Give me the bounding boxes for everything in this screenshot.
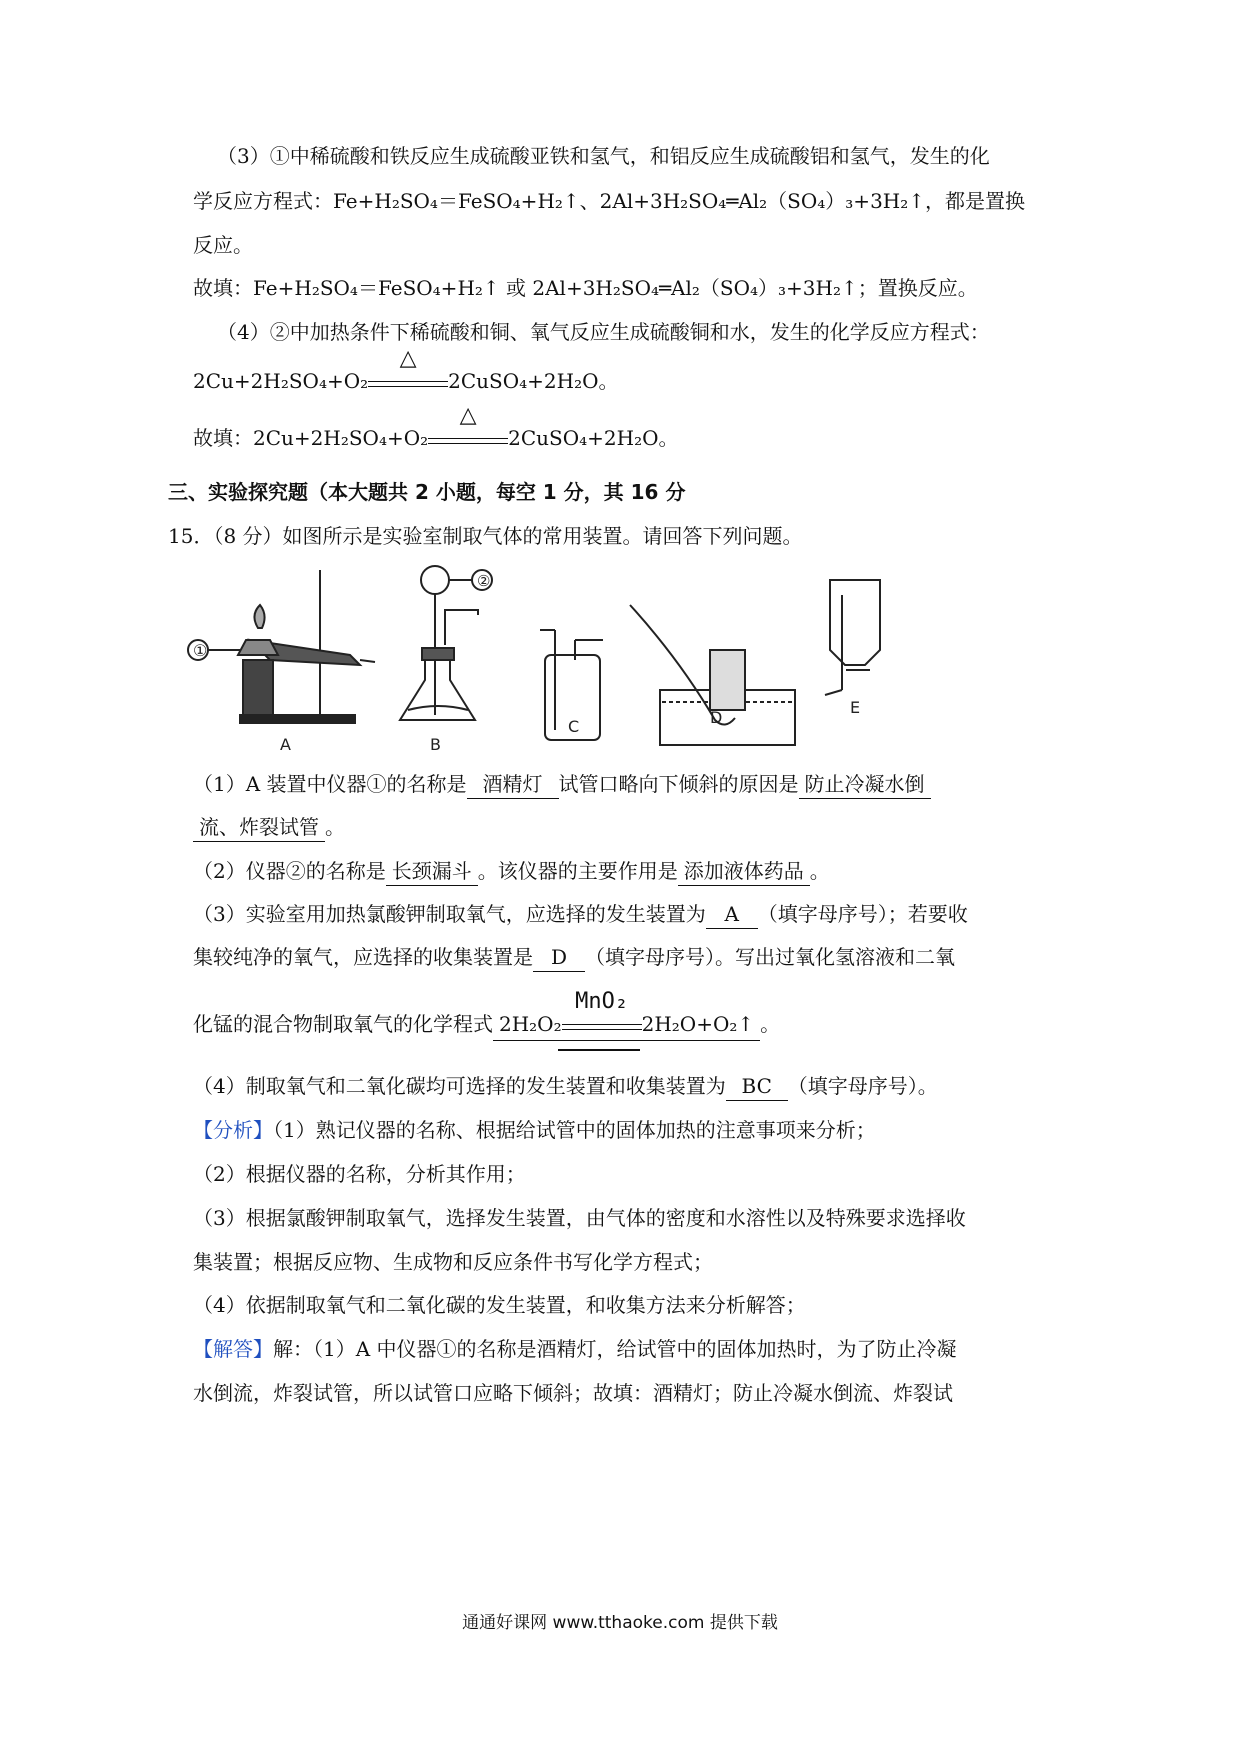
text: （3）实验室用加热氯酸钾制取氧气，应选择的发生装置为: [193, 902, 706, 926]
text-line: （4）②中加热条件下稀硫酸和铜、氧气反应生成硫酸铜和水，发生的化学反应方程式：: [217, 320, 990, 344]
apparatus-c: [540, 630, 603, 740]
text: 化锰的混合物制取氧气的化学程式: [193, 1012, 493, 1036]
answer-tag: 【解答】: [193, 1337, 273, 1361]
apparatus-figure: [193, 572, 1010, 840]
sub-question-4: [193, 1072, 938, 1101]
equation: [193, 345, 619, 397]
label-b: B: [430, 735, 441, 754]
sub-question-3-cont: [193, 943, 955, 972]
eq-condition: △: [399, 345, 417, 371]
label-c: C: [568, 717, 580, 736]
divider: [558, 1049, 640, 1051]
answer-blank: 酒精灯: [467, 770, 559, 799]
analysis-line: （4）依据制取氧气和二氧化碳的发生装置，和收集方法来分析解答；: [193, 1293, 806, 1317]
eq-right: 2CuSO₄+2H₂O。: [508, 426, 679, 450]
answer-blank: 防止冷凝水倒: [799, 770, 931, 799]
text: 。: [809, 859, 830, 883]
sub-question-1: [193, 770, 931, 799]
text-line: 反应。: [193, 233, 253, 257]
apparatus-d: [630, 605, 795, 745]
sub-question-3-eq: [193, 988, 781, 1041]
analysis-line: 集装置；根据反应物、生成物和反应条件书写化学方程式；: [193, 1250, 713, 1274]
label-e: E: [850, 698, 861, 717]
mark-1: ①: [193, 641, 208, 660]
answer-blank: [493, 988, 760, 1041]
eq-left: 2Cu+2H₂SO₄+O₂: [253, 426, 429, 450]
text: （4）制取氧气和二氧化碳均可选择的发生装置和收集装置为: [193, 1074, 726, 1098]
apparatus-e: [825, 580, 880, 717]
text: （填字母序号）。写出过氧化氢溶液和二氧: [585, 945, 955, 969]
answer-prefix: 故填：: [193, 426, 253, 450]
equation: [193, 402, 679, 454]
page-footer: 通通好课网 www.tthaoke.com 提供下载: [462, 1613, 778, 1633]
answer-blank: D: [533, 943, 585, 972]
label-d: D: [710, 708, 723, 727]
sub-question-2: [193, 857, 830, 886]
answer-blank: 长颈漏斗: [386, 857, 478, 886]
text: （1）A 装置中仪器①的名称是: [193, 772, 467, 796]
text-line: 故填：Fe+H₂SO₄＝FeSO₄+H₂↑ 或 2Al+3H₂SO₄═Al₂（SO₄）₃+3H₂↑；置换反应。: [193, 276, 978, 300]
label-a: A: [280, 735, 291, 754]
text: （2）仪器②的名称是: [193, 859, 386, 883]
apparatus-a: [188, 570, 375, 754]
section-heading: 三、实验探究题（本大题共 2 小题，每空 1 分，其 16 分: [168, 480, 686, 504]
text: 试管口略向下倾斜的原因是: [558, 772, 799, 796]
text: 。该仪器的主要作用是: [477, 859, 678, 883]
answer-blank: BC: [726, 1072, 788, 1101]
eq-left: 2Cu+2H₂SO₄+O₂: [193, 369, 369, 393]
eq-condition: △: [459, 402, 477, 428]
eq-condition: MnO₂: [575, 988, 629, 1014]
text: （填字母序号）；若要收: [757, 902, 968, 926]
answer-blank: 流、炸裂试管: [193, 813, 325, 842]
eq-sign: [562, 988, 642, 1040]
text: 。: [325, 815, 345, 839]
analysis-tag: 【分析】: [193, 1118, 273, 1142]
eq-right: 2CuSO₄+2H₂O。: [448, 369, 619, 393]
eq-sign: [428, 402, 508, 454]
text: 。: [760, 1012, 781, 1036]
answer-blank: A: [706, 900, 758, 929]
analysis-line: [193, 1116, 876, 1144]
text-line: （3）①中稀硫酸和铁反应生成硫酸亚铁和氢气，和铝反应生成硫酸铝和氢气，发生的化: [217, 144, 990, 168]
analysis-line: （3）根据氯酸钾制取氧气，选择发生装置，由气体的密度和水溶性以及特殊要求选择收: [193, 1206, 966, 1230]
text-line: 学反应方程式：Fe+H₂SO₄＝FeSO₄+H₂↑、2Al+3H₂SO₄═Al₂（SO₄）₃+3H₂↑，都是置换: [193, 189, 1026, 213]
answer-line: 水倒流，炸裂试管，所以试管口应略下倾斜；故填：酒精灯；防止冷凝水倒流、炸裂试: [193, 1381, 953, 1405]
text: 解：（1）A 中仪器①的名称是酒精灯，给试管中的固体加热时，为了防止冷凝: [273, 1337, 957, 1361]
mark-2: ②: [477, 572, 491, 590]
text: 集较纯净的氧气，应选择的收集装置是: [193, 945, 533, 969]
sub-question-1-cont: [193, 813, 345, 842]
eq-left: 2H₂O₂: [499, 1012, 562, 1036]
sub-question-3: [193, 900, 968, 929]
question-title: 15．（8 分）如图所示是实验室制取气体的常用装置。请回答下列问题。: [168, 524, 803, 548]
answer-line: [193, 1335, 957, 1363]
answer-blank: 添加液体药品: [678, 857, 810, 886]
eq-right: 2H₂O+O₂↑: [641, 1012, 755, 1036]
eq-sign: [368, 345, 448, 397]
apparatus-b: [400, 566, 492, 754]
analysis-line: （2）根据仪器的名称，分析其作用；: [193, 1162, 526, 1186]
text: （填字母序号）。: [787, 1074, 938, 1098]
text: （1）熟记仪器的名称、根据给试管中的固体加热的注意事项来分析；: [273, 1118, 876, 1142]
